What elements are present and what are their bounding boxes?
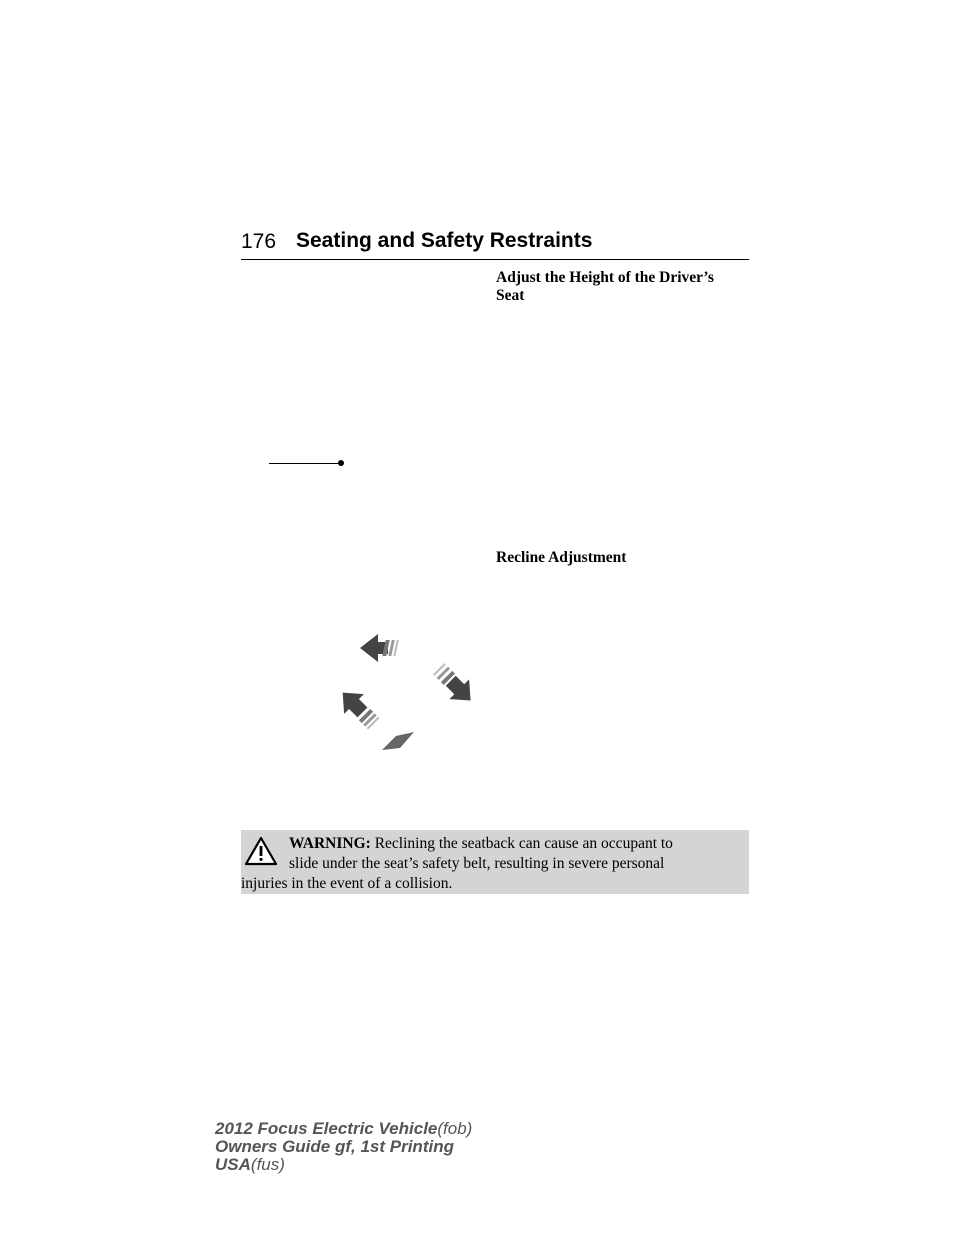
footer-market-code: (fus) bbox=[250, 1155, 285, 1174]
section-heading-recline: Recline Adjustment bbox=[496, 549, 627, 566]
footer-market: USA bbox=[215, 1155, 251, 1174]
seat-adjustment-arrows-illustration bbox=[330, 620, 490, 760]
recline-lever-icon bbox=[382, 732, 414, 750]
section-heading-seat-height bbox=[496, 269, 756, 305]
document-footer bbox=[215, 1120, 472, 1174]
page-title: Seating and Safety Restraints bbox=[296, 229, 593, 252]
footer-vehicle-code: (fob) bbox=[437, 1119, 473, 1138]
section-heading-line: Adjust the Height of the Driver’s bbox=[496, 269, 714, 286]
footer-vehicle: 2012 Focus Electric Vehicle bbox=[215, 1119, 438, 1138]
warning-line: Reclining the seatback can cause an occupant to bbox=[374, 835, 673, 852]
arrow-up-left-icon bbox=[333, 683, 384, 734]
warning-text bbox=[241, 834, 741, 894]
section-heading-line: Seat bbox=[496, 287, 525, 304]
warning-box bbox=[241, 830, 749, 894]
header-divider bbox=[241, 259, 749, 260]
page-number: 176 bbox=[241, 230, 277, 253]
warning-line: slide under the seat’s safety belt, resulting in severe personal bbox=[289, 855, 665, 872]
callout-leader-dot bbox=[338, 460, 344, 466]
arrow-down-right-icon bbox=[429, 659, 481, 711]
arrow-left-icon bbox=[360, 634, 399, 662]
warning-label: WARNING: bbox=[289, 835, 371, 852]
footer-guide: Owners Guide gf, 1st Printing bbox=[215, 1137, 454, 1156]
warning-line: injuries in the event of a collision. bbox=[241, 875, 453, 892]
callout-leader-line bbox=[269, 463, 340, 464]
